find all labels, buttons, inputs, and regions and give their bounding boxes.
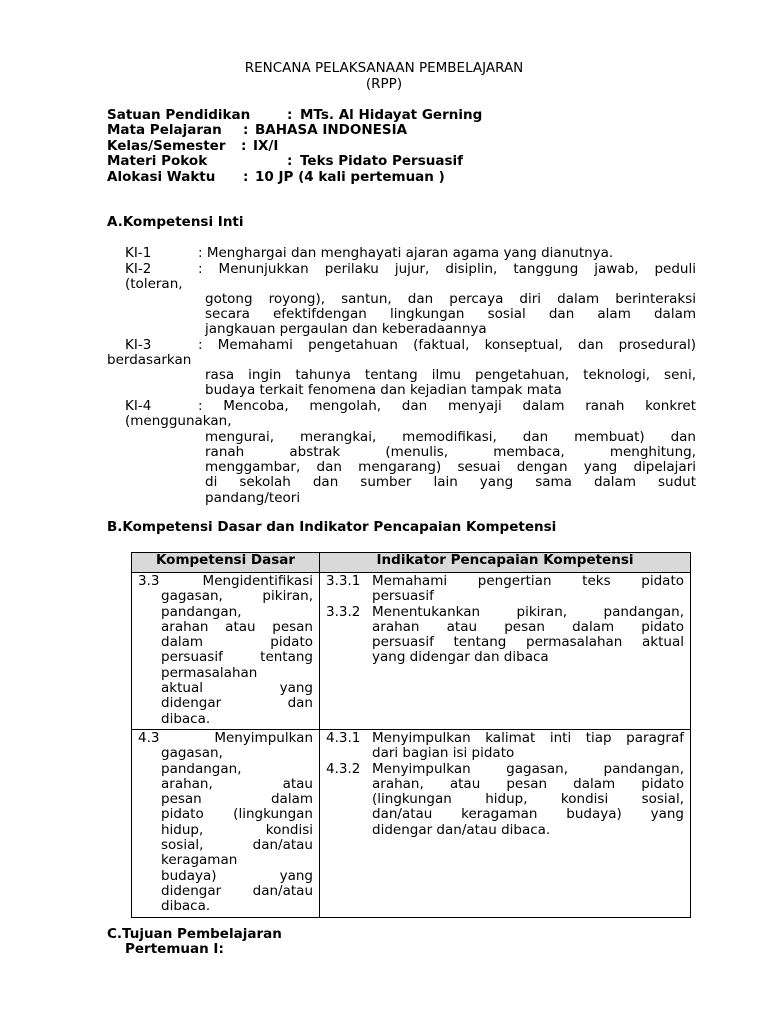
indicator-text: Menyimpulkan kalimat inti tiap paragraf xyxy=(372,729,684,746)
kd-text: permasalahan xyxy=(161,664,258,681)
identity-value: BAHASA INDONESIA xyxy=(255,122,408,138)
indicator-text: (lingkungan hidup, kondisi sosial, xyxy=(372,791,684,808)
indicator-body xyxy=(372,574,684,605)
document-subtitle: (RPP) xyxy=(365,76,403,92)
kd-cell xyxy=(132,729,320,917)
indicator-number: 3.3.1 xyxy=(326,573,361,589)
kd-text: sosial, dan/atau xyxy=(161,837,313,854)
identity-separator: : xyxy=(243,122,249,138)
table-header-indicator: Indikator Pencapaian Kompetensi xyxy=(320,553,691,573)
identity-value: MTs. Al Hidayat Gerning xyxy=(300,107,483,123)
ki-text-continued: jangkauan pergaulan dan keberadaannya xyxy=(205,321,487,337)
indicator-text: persuasif xyxy=(372,588,434,605)
table-row xyxy=(132,729,691,917)
kd-number: 3.3 xyxy=(138,573,160,589)
kd-text: pesan dalam xyxy=(161,791,313,808)
ki-text-continued: rasa ingin tahunya tentang ilmu pengetahuan, teknologi, seni, xyxy=(205,367,696,383)
identity-label: Satuan Pendidikan xyxy=(107,107,251,123)
kd-text: pandangan, xyxy=(161,760,242,777)
indicator-body xyxy=(372,762,684,838)
ki-text: : Menunjukkan perilaku jujur, disiplin, tanggung jawab, peduli xyxy=(198,261,696,277)
ki-text-continued: mengurai, merangkai, memodifikasi, dan membuat) dan xyxy=(205,429,696,445)
section-c-heading: C.Tujuan Pembelajaran xyxy=(107,926,282,942)
identity-separator: : xyxy=(241,138,247,154)
ki-text-wrap: (toleran, xyxy=(125,276,183,292)
indicator-item xyxy=(326,605,684,666)
ki-text: : Memahami pengetahuan (faktual, konseptual, dan prosedural) xyxy=(198,337,696,353)
ki-code: KI-1 xyxy=(125,245,152,261)
kd-text: dibaca. xyxy=(161,898,211,915)
indicator-number: 4.3.2 xyxy=(326,760,361,777)
indicator-text: arahan, atau pesan dalam pidato xyxy=(372,775,684,792)
kd-first-line xyxy=(138,731,313,746)
section-b-heading: B.Kompetensi Dasar dan Indikator Pencapaian Kompetensi xyxy=(107,519,557,535)
kd-text: gagasan, pikiran, xyxy=(161,588,313,605)
identity-value: IX/I xyxy=(253,138,279,154)
indicator-text: Menyimpulkan gagasan, pandangan, xyxy=(372,760,684,777)
kd-text: didengar dan xyxy=(161,695,313,712)
indicator-text: arahan atau pesan dalam pidato xyxy=(372,618,684,635)
kd-text: Mengidentifikasi xyxy=(202,573,313,589)
indicator-text: persuasif tentang permasalahan aktual xyxy=(372,634,684,651)
identity-separator: : xyxy=(287,107,293,123)
indicator-item xyxy=(326,762,684,838)
indicator-text: Menentukankan pikiran, pandangan, xyxy=(372,603,684,620)
identity-label: Kelas/Semester xyxy=(107,138,226,154)
kd-text: arahan, atau xyxy=(161,775,313,792)
ki-text: : Mencoba, mengolah, dan menyaji dalam ranah konkret xyxy=(198,398,696,414)
kd-text: persuasif tentang xyxy=(161,649,313,666)
indicator-text: Memahami pengertian teks pidato xyxy=(372,573,684,589)
indicator-body xyxy=(372,731,684,762)
section-c-subheading: Pertemuan I: xyxy=(125,941,224,957)
table-header-kd: Kompetensi Dasar xyxy=(132,553,320,573)
ki-text: : Menghargai dan menghayati ajaran agama yang dianutnya. xyxy=(198,245,614,261)
indicator-text: didengar dan/atau dibaca. xyxy=(372,821,551,838)
indicator-cell xyxy=(320,729,691,917)
kd-cell xyxy=(132,573,320,730)
ki-text-continued: ranah abstrak (menulis, membaca, menghitung, xyxy=(205,444,696,460)
indicator-item xyxy=(326,574,684,605)
ki-text-continued: gotong royong), santun, dan percaya diri dalam berinteraksi xyxy=(205,291,696,307)
ki-code: KI-3 xyxy=(125,337,152,353)
kd-text: arahan atau pesan xyxy=(161,618,313,635)
identity-label: Alokasi Waktu xyxy=(107,169,216,185)
kd-text: budaya) yang xyxy=(161,867,313,884)
identity-separator: : xyxy=(243,169,249,185)
kd-text: dalam pidato xyxy=(161,634,313,651)
kd-text: gagasan, xyxy=(161,745,223,762)
ki-text-continued: secara efektifdengan lingkungan sosial dan alam dalam xyxy=(205,306,696,322)
kd-text: pidato (lingkungan xyxy=(161,806,313,823)
ki-text-wrap: (menggunakan, xyxy=(125,413,232,429)
kd-text: dibaca. xyxy=(161,710,211,727)
kd-text: pandangan, xyxy=(161,603,242,620)
kd-text: aktual yang xyxy=(161,680,313,697)
identity-value: Teks Pidato Persuasif xyxy=(300,153,464,169)
kd-text: keragaman xyxy=(161,852,238,869)
kd-number: 4.3 xyxy=(138,729,160,746)
identity-label: Materi Pokok xyxy=(107,153,208,169)
indicator-cell xyxy=(320,573,691,730)
kd-text: Menyimpulkan xyxy=(214,729,313,746)
kd-first-line xyxy=(138,574,313,589)
ki-text-continued: pandang/teori xyxy=(205,490,301,506)
identity-separator: : xyxy=(287,153,293,169)
indicator-body xyxy=(372,605,684,666)
identity-value: 10 JP (4 kali pertemuan ) xyxy=(255,169,445,185)
kd-text: didengar dan/atau xyxy=(161,882,313,899)
indicator-number: 3.3.2 xyxy=(326,603,361,620)
ki-text-continued: menggambar, dan mengarang) sesuai dengan yang dipelajari xyxy=(205,459,696,475)
indicator-text: dan/atau keragaman budaya) yang xyxy=(372,806,684,823)
table-header-row xyxy=(132,553,691,573)
competency-table xyxy=(131,552,691,918)
ki-text-continued: budaya terkait fenomena dan kejadian tampak mata xyxy=(205,382,562,398)
ki-text-continued: di sekolah dan sumber lain yang sama dalam sudut xyxy=(205,474,696,490)
indicator-text: yang didengar dan dibaca xyxy=(372,649,549,666)
ki-text-wrap: berdasarkan xyxy=(107,352,192,368)
kd-text: hidup, kondisi xyxy=(161,821,313,838)
ki-code: KI-4 xyxy=(125,398,152,414)
indicator-text: dari bagian isi pidato xyxy=(372,745,515,762)
document-title: RENCANA PELAKSANAAN PEMBELAJARAN xyxy=(244,60,524,76)
indicator-item xyxy=(326,731,684,762)
indicator-number: 4.3.1 xyxy=(326,729,361,746)
table-row xyxy=(132,573,691,730)
identity-label: Mata Pelajaran xyxy=(107,122,222,138)
section-a-heading: A.Kompetensi Inti xyxy=(107,214,244,230)
ki-code: KI-2 xyxy=(125,261,152,277)
